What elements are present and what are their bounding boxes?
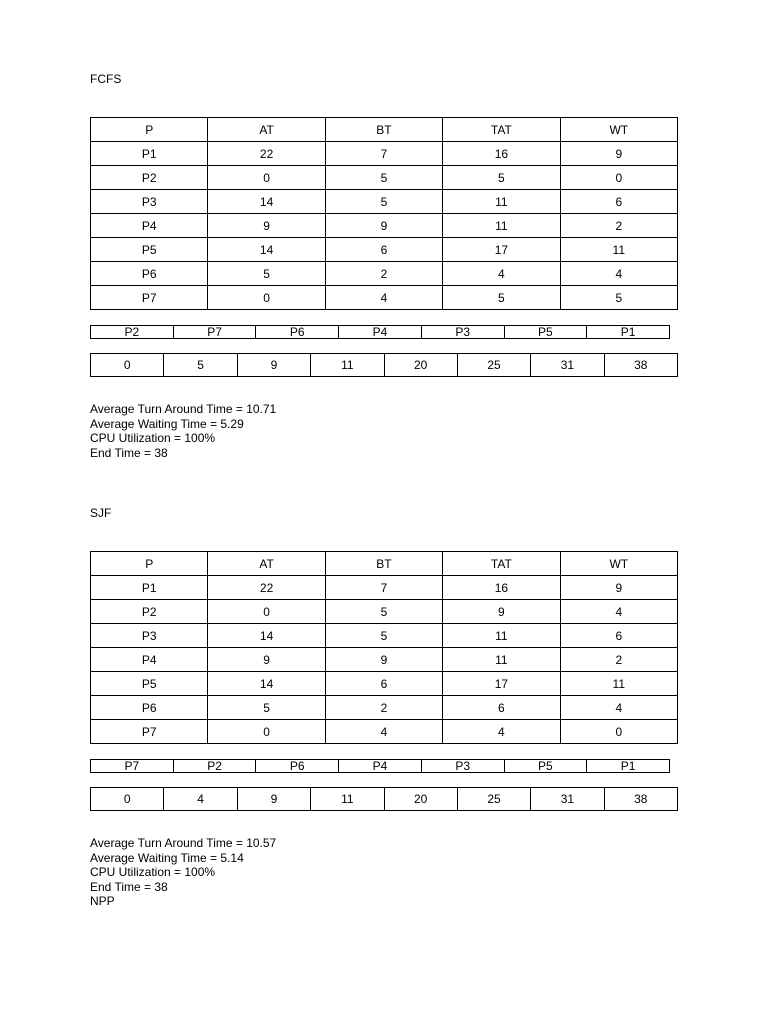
- sjf-stats: [90, 836, 276, 909]
- table-row: [91, 166, 678, 190]
- column-header: WT: [560, 118, 677, 142]
- table-row: [91, 262, 678, 286]
- timeline-cell: 31: [531, 788, 604, 811]
- table-cell: 22: [208, 576, 325, 600]
- timeline-cell: 20: [384, 354, 457, 377]
- table-cell: 6: [325, 238, 442, 262]
- fcfs-process-table: [90, 117, 678, 310]
- table-row: [91, 624, 678, 648]
- gantt-process-cell: P2: [173, 760, 256, 773]
- table-cell: 16: [443, 576, 560, 600]
- timeline-cell: 31: [531, 354, 604, 377]
- timeline-cell: 25: [457, 788, 530, 811]
- table-row: [91, 648, 678, 672]
- timeline-cell: 25: [457, 354, 530, 377]
- table-cell: 4: [325, 286, 442, 310]
- fcfs-gantt-chart: [90, 325, 670, 339]
- table-cell: 9: [325, 648, 442, 672]
- gantt-process-cell: P6: [256, 326, 339, 339]
- timeline-row: [91, 354, 678, 377]
- column-header: BT: [325, 552, 442, 576]
- table-row: [91, 190, 678, 214]
- table-cell: 5: [208, 262, 325, 286]
- table-cell: P3: [91, 624, 208, 648]
- fcfs-stats: [90, 402, 276, 460]
- table-header-row: [91, 552, 678, 576]
- table-cell: 5: [325, 190, 442, 214]
- table-cell: 2: [325, 696, 442, 720]
- table-cell: 4: [560, 696, 677, 720]
- table-row: [91, 576, 678, 600]
- end-time-text: End Time = 38: [90, 445, 168, 460]
- table-cell: P1: [91, 576, 208, 600]
- table-cell: 0: [208, 600, 325, 624]
- table-cell: 11: [443, 648, 560, 672]
- timeline-cell: 11: [311, 788, 384, 811]
- table-cell: 4: [560, 262, 677, 286]
- column-header: WT: [560, 552, 677, 576]
- avg-turnaround-text: Average Turn Around Time = 10.57: [90, 836, 277, 850]
- table-cell: 11: [443, 624, 560, 648]
- gantt-row: [91, 326, 670, 339]
- table-cell: 9: [560, 142, 677, 166]
- column-header: TAT: [443, 118, 560, 142]
- table-cell: 5: [325, 624, 442, 648]
- table-cell: 9: [208, 648, 325, 672]
- table-cell: 9: [325, 214, 442, 238]
- table-cell: 2: [560, 214, 677, 238]
- column-header: BT: [325, 118, 442, 142]
- gantt-process-cell: P3: [421, 326, 504, 339]
- table-cell: 5: [325, 600, 442, 624]
- column-header: TAT: [443, 552, 560, 576]
- npp-label: NPP: [90, 894, 115, 909]
- timeline-cell: 5: [164, 354, 237, 377]
- table-cell: P7: [91, 286, 208, 310]
- gantt-process-cell: P3: [421, 760, 504, 773]
- fcfs-timeline: [90, 353, 678, 377]
- table-cell: 0: [560, 720, 677, 744]
- table-row: [91, 286, 678, 310]
- table-cell: 4: [560, 600, 677, 624]
- gantt-process-cell: P6: [256, 760, 339, 773]
- gantt-process-cell: P7: [91, 760, 174, 773]
- table-cell: 5: [208, 696, 325, 720]
- table-cell: 14: [208, 672, 325, 696]
- column-header: P: [91, 118, 208, 142]
- gantt-row: [91, 760, 670, 773]
- table-cell: 6: [560, 624, 677, 648]
- table-row: [91, 600, 678, 624]
- table-cell: 9: [208, 214, 325, 238]
- timeline-cell: 9: [237, 788, 310, 811]
- table-cell: 14: [208, 238, 325, 262]
- table-cell: 11: [560, 672, 677, 696]
- table-cell: P5: [91, 238, 208, 262]
- table-cell: 17: [443, 672, 560, 696]
- gantt-process-cell: P1: [587, 760, 670, 773]
- table-cell: P1: [91, 142, 208, 166]
- column-header: AT: [208, 118, 325, 142]
- table-cell: 5: [560, 286, 677, 310]
- gantt-process-cell: P1: [587, 326, 670, 339]
- cpu-utilization-text: CPU Utilization = 100%: [90, 865, 216, 880]
- avg-turnaround-text: Average Turn Around Time = 10.71: [90, 402, 277, 416]
- table-cell: 2: [560, 648, 677, 672]
- table-cell: P4: [91, 214, 208, 238]
- cpu-utilization-text: CPU Utilization = 100%: [90, 431, 216, 446]
- avg-waiting-text: Average Waiting Time = 5.14: [90, 850, 244, 865]
- table-cell: 6: [560, 190, 677, 214]
- table-cell: 11: [560, 238, 677, 262]
- table-cell: 4: [443, 262, 560, 286]
- table-cell: 22: [208, 142, 325, 166]
- table-cell: 5: [443, 286, 560, 310]
- timeline-cell: 9: [237, 354, 310, 377]
- timeline-cell: 0: [91, 354, 164, 377]
- gantt-process-cell: P4: [339, 760, 422, 773]
- table-cell: P5: [91, 672, 208, 696]
- gantt-process-cell: P2: [91, 326, 174, 339]
- table-row: [91, 142, 678, 166]
- timeline-cell: 0: [91, 788, 164, 811]
- sjf-heading: SJF: [90, 506, 112, 520]
- table-cell: P7: [91, 720, 208, 744]
- timeline-row: [91, 788, 678, 811]
- table-cell: 7: [325, 142, 442, 166]
- table-cell: 9: [443, 600, 560, 624]
- table-cell: 5: [443, 166, 560, 190]
- table-cell: 14: [208, 190, 325, 214]
- avg-waiting-text: Average Waiting Time = 5.29: [90, 416, 244, 431]
- table-cell: P2: [91, 166, 208, 190]
- table-row: [91, 720, 678, 744]
- gantt-process-cell: P5: [504, 760, 587, 773]
- sjf-process-table: [90, 551, 678, 744]
- table-cell: P3: [91, 190, 208, 214]
- fcfs-heading: FCFS: [90, 72, 122, 86]
- table-cell: P6: [91, 696, 208, 720]
- table-cell: 4: [443, 720, 560, 744]
- gantt-process-cell: P7: [173, 326, 256, 339]
- table-cell: 9: [560, 576, 677, 600]
- timeline-cell: 38: [604, 354, 677, 377]
- timeline-cell: 11: [311, 354, 384, 377]
- gantt-process-cell: P4: [339, 326, 422, 339]
- sjf-gantt-chart: [90, 759, 670, 773]
- table-cell: 7: [325, 576, 442, 600]
- table-row: [91, 672, 678, 696]
- table-row: [91, 214, 678, 238]
- table-cell: 11: [443, 190, 560, 214]
- timeline-cell: 4: [164, 788, 237, 811]
- table-cell: 16: [443, 142, 560, 166]
- table-cell: 17: [443, 238, 560, 262]
- table-cell: 0: [208, 166, 325, 190]
- table-cell: 6: [325, 672, 442, 696]
- table-cell: 6: [443, 696, 560, 720]
- table-cell: 0: [560, 166, 677, 190]
- table-cell: 11: [443, 214, 560, 238]
- gantt-process-cell: P5: [504, 326, 587, 339]
- table-header-row: [91, 118, 678, 142]
- table-cell: 4: [325, 720, 442, 744]
- table-row: [91, 238, 678, 262]
- timeline-cell: 38: [604, 788, 677, 811]
- column-header: AT: [208, 552, 325, 576]
- end-time-text: End Time = 38: [90, 879, 168, 894]
- table-cell: P4: [91, 648, 208, 672]
- table-cell: P6: [91, 262, 208, 286]
- table-cell: 5: [325, 166, 442, 190]
- table-cell: P2: [91, 600, 208, 624]
- table-row: [91, 696, 678, 720]
- table-cell: 14: [208, 624, 325, 648]
- timeline-cell: 20: [384, 788, 457, 811]
- table-cell: 2: [325, 262, 442, 286]
- column-header: P: [91, 552, 208, 576]
- table-cell: 0: [208, 720, 325, 744]
- sjf-timeline: [90, 787, 678, 811]
- table-cell: 0: [208, 286, 325, 310]
